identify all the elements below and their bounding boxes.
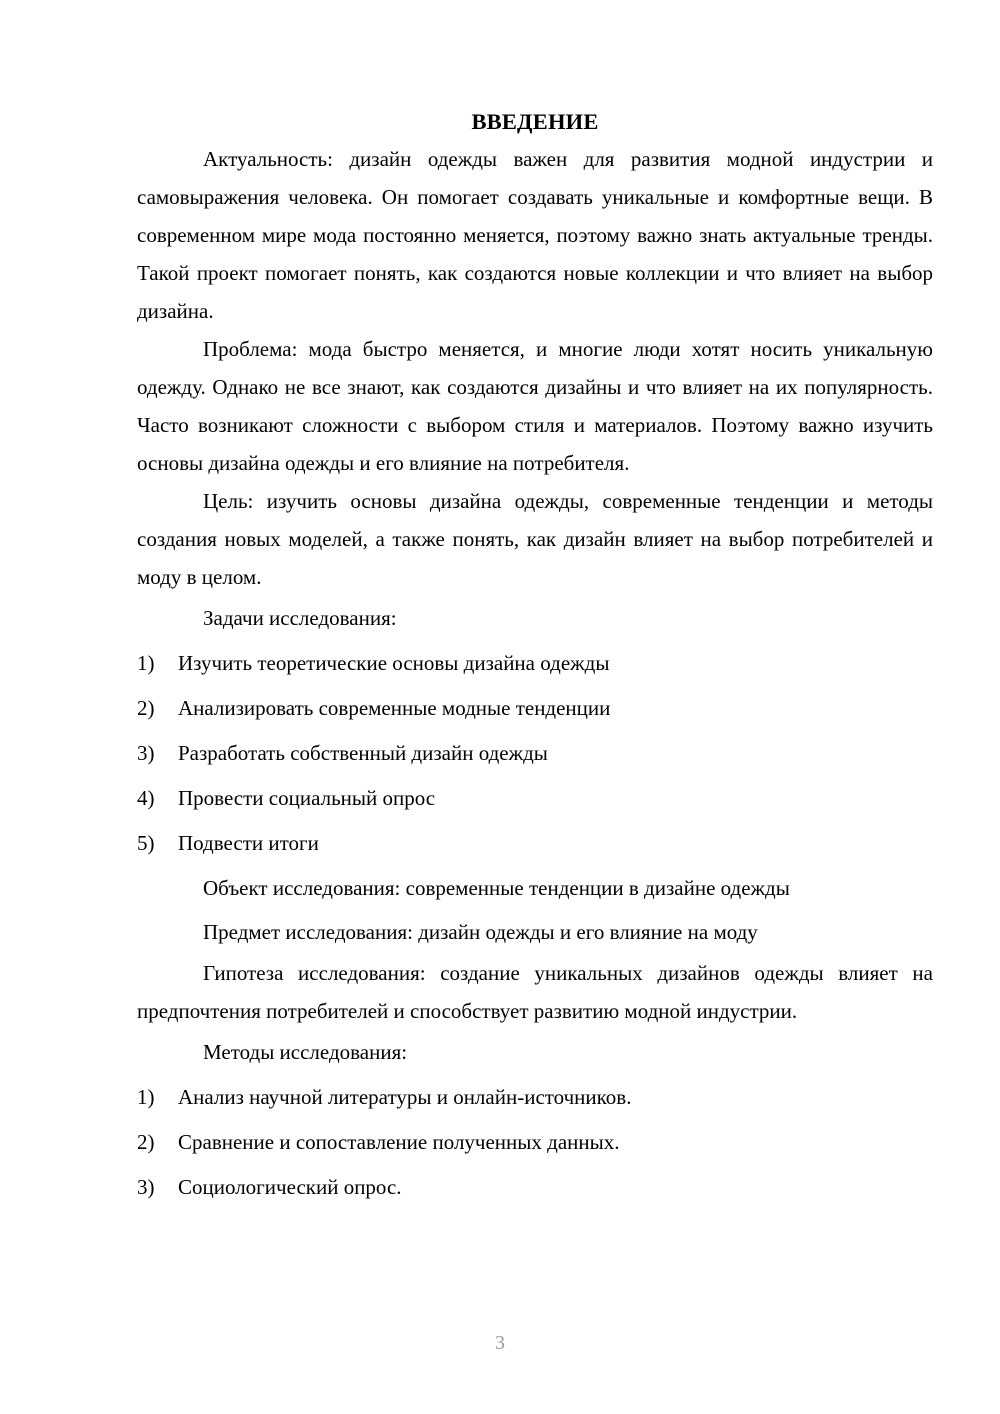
page-title: ВВЕДЕНИЕ: [471, 109, 599, 135]
list-item-label: Провести социальный опрос: [178, 786, 436, 810]
paragraph-hypothesis: Гипотеза исследования: создание уникальных дизайнов одежды влияет на предпочтения потребителей и способствует развитию модной индустрии.: [137, 961, 933, 1023]
list-item-label: Анализ научной литературы и онлайн-источников.: [178, 1085, 632, 1109]
paragraph-problem: Проблема: мода быстро меняется, и многие люди хотят носить уникальную одежду. Однако не все знают, как создаются дизайны и что влияет на их популярность. Часто возникают сложности с выбором стиля и материалов. Поэтому важно изучить основы дизайна одежды и его влияние на потребителя.: [137, 337, 933, 475]
page-number: 3: [495, 1332, 505, 1354]
list-item-marker: 3): [137, 1175, 155, 1199]
list-item: [137, 776, 933, 821]
tasks-heading: Задачи исследования:: [203, 606, 397, 630]
list-item: [137, 1165, 933, 1210]
list-item-label: Анализировать современные модные тенденции: [178, 696, 611, 720]
list-item: [137, 1075, 933, 1120]
tasks-list: [137, 641, 933, 866]
list-item-label: Подвести итоги: [178, 831, 319, 855]
list-item: [137, 731, 933, 776]
list-item-marker: 2): [137, 1130, 155, 1154]
list-item: [137, 821, 933, 866]
list-item: [137, 686, 933, 731]
list-item-marker: 3): [137, 741, 155, 765]
paragraph-object: Объект исследования: современные тенденции в дизайне одежды: [203, 876, 790, 900]
paragraph-goal: Цель: изучить основы дизайна одежды, современные тенденции и методы создания новых моделей, а также понять, как дизайн влияет на выбор потребителей и моду в целом.: [137, 489, 933, 589]
list-item-marker: 4): [137, 786, 155, 810]
methods-heading: Методы исследования:: [203, 1040, 408, 1064]
list-item-marker: 5): [137, 831, 155, 855]
document-body: [137, 140, 933, 1210]
list-item-marker: 1): [137, 651, 155, 675]
list-item-marker: 1): [137, 1085, 155, 1109]
list-item-label: Сравнение и сопоставление полученных данных.: [178, 1130, 620, 1154]
list-item-marker: 2): [137, 696, 155, 720]
list-item: [137, 1120, 933, 1165]
methods-list: [137, 1075, 933, 1210]
paragraph-subject: Предмет исследования: дизайн одежды и его влияние на моду: [203, 920, 758, 944]
list-item-label: Социологический опрос.: [178, 1175, 402, 1199]
list-item: [137, 641, 933, 686]
list-item-label: Разработать собственный дизайн одежды: [178, 741, 548, 765]
paragraph-relevance: Актуальность: дизайн одежды важен для развития модной индустрии и самовыражения человека. Он помогает создавать уникальные и комфортные вещи. В современном мире мода постоянно меняется, поэтому важно знать актуальные тренды. Такой проект помогает понять, как создаются новые коллекции и что влияет на выбор дизайна.: [137, 147, 933, 323]
list-item-label: Изучить теоретические основы дизайна одежды: [178, 651, 610, 675]
